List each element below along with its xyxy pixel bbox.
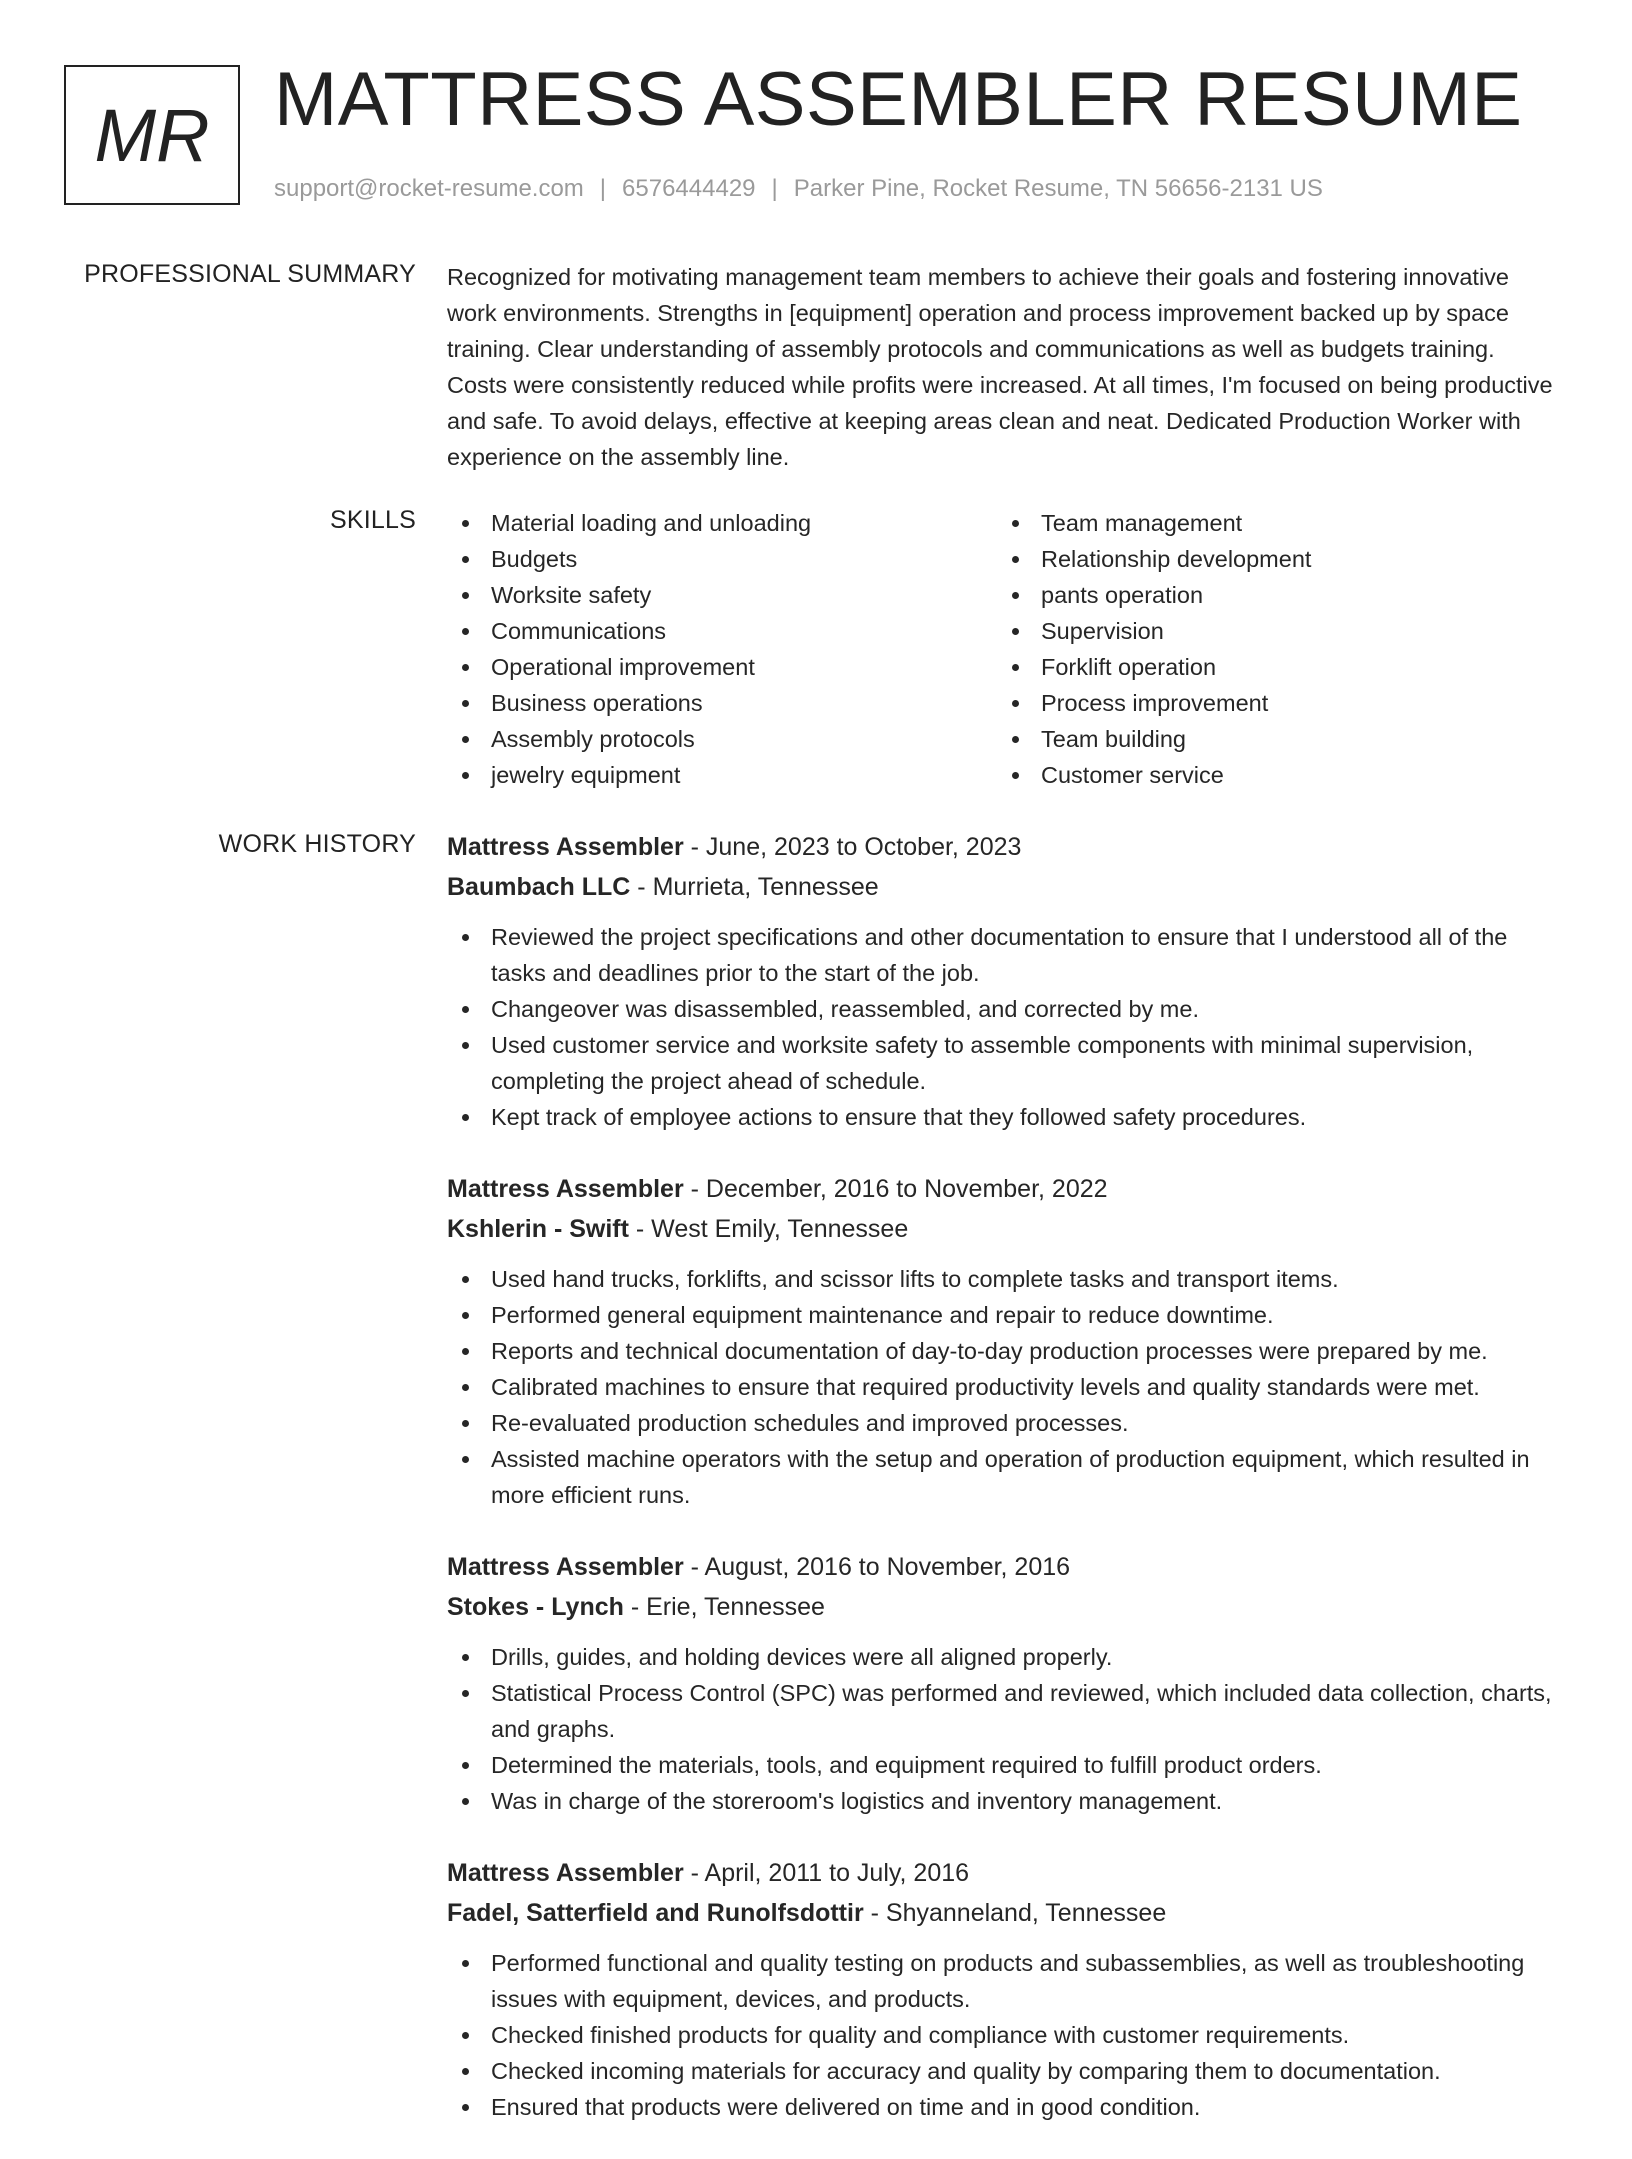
job-title-line <box>447 827 1557 867</box>
job-title-line <box>447 1853 1557 1893</box>
job-company-line <box>447 867 1557 907</box>
summary-text: Recognized for motivating management team members to achieve their goals and fostering innovative work environments. Strengths in [equipment] operation and process improvement backed up by space training. Clear understanding of assembly protocols and communications as well as budgets training. Costs were consistently reduced while profits were increased. At all times, I'm focused on being productive and safe. To avoid delays, effective at keeping areas clean and neat. Dedicated Production Worker with experience on the assembly line. <box>447 264 1553 470</box>
job-company: Stokes - Lynch <box>447 1593 624 1621</box>
skill-item: Team building <box>997 721 1547 757</box>
contact-address: Parker Pine, Rocket Resume, TN 56656-2131 US <box>793 175 1323 202</box>
job-bullets <box>447 1639 1557 1819</box>
skill-item: Operational improvement <box>447 649 997 685</box>
job-location: - Shyanneland, Tennessee <box>863 1899 1167 1927</box>
work-history-heading: WORK HISTORY <box>218 830 416 858</box>
job-bullet-item: Calibrated machines to ensure that required productivity levels and quality standards were met. <box>447 1369 1557 1405</box>
job-dates: - August, 2016 to November, 2016 <box>683 1553 1071 1581</box>
contact-separator: | <box>771 175 778 202</box>
skill-item: Worksite safety <box>447 577 997 613</box>
job-location: - Murrieta, Tennessee <box>630 873 879 901</box>
summary-heading: PROFESSIONAL SUMMARY <box>84 260 416 288</box>
job-bullet-item: Ensured that products were delivered on time and in good condition. <box>447 2089 1557 2125</box>
job-location: - Erie, Tennessee <box>623 1593 825 1621</box>
skill-item: Material loading and unloading <box>447 505 997 541</box>
job-bullet-item: Used customer service and worksite safety to assemble components with minimal supervision, completing the project ahead of schedule. <box>447 1027 1557 1099</box>
job-bullet-item: Performed functional and quality testing on products and subassemblies, as well as troubleshooting issues with equipment, devices, and products. <box>447 1945 1557 2017</box>
job-title: Mattress Assembler <box>447 1553 684 1581</box>
job-bullet-item: Statistical Process Control (SPC) was performed and reviewed, which included data collection, charts, and graphs. <box>447 1675 1557 1747</box>
skill-item: Assembly protocols <box>447 721 997 757</box>
job-entry <box>447 827 1557 1135</box>
job-bullets <box>447 1261 1557 1513</box>
skill-item: Budgets <box>447 541 997 577</box>
skill-item: jewelry equipment <box>447 757 997 793</box>
job-entry <box>447 1853 1557 2125</box>
job-company: Kshlerin - Swift <box>447 1215 629 1243</box>
contact-info <box>274 175 1323 203</box>
job-bullet-item: Checked incoming materials for accuracy and quality by comparing them to documentation. <box>447 2053 1557 2089</box>
job-bullet-item: Changeover was disassembled, reassembled, and corrected by me. <box>447 991 1557 1027</box>
summary-body <box>447 259 1557 475</box>
job-bullet-item: Assisted machine operators with the setup and operation of production equipment, which resulted in more efficient runs. <box>447 1441 1557 1513</box>
job-location: - West Emily, Tennessee <box>628 1215 909 1243</box>
job-bullet-item: Used hand trucks, forklifts, and scissor lifts to complete tasks and transport items. <box>447 1261 1557 1297</box>
resume-title: MATTRESS ASSEMBLER RESUME <box>274 57 1523 142</box>
job-company-line <box>447 1893 1557 1933</box>
skill-item: pants operation <box>997 577 1547 613</box>
job-company: Fadel, Satterfield and Runolfsdottir <box>447 1899 864 1927</box>
work-history-body <box>447 827 1557 2159</box>
job-title: Mattress Assembler <box>447 1175 684 1203</box>
job-company-line <box>447 1209 1557 1249</box>
contact-email[interactable]: support@rocket-resume.com <box>274 175 584 202</box>
job-bullet-item: Re-evaluated production schedules and improved processes. <box>447 1405 1557 1441</box>
job-bullet-item: Drills, guides, and holding devices were all aligned properly. <box>447 1639 1557 1675</box>
monogram-logo <box>64 65 240 205</box>
job-entry <box>447 1169 1557 1513</box>
job-entry <box>447 1547 1557 1819</box>
skill-item: Relationship development <box>997 541 1547 577</box>
skills-heading: SKILLS <box>330 506 416 534</box>
job-bullets <box>447 919 1557 1135</box>
job-title-line <box>447 1169 1557 1209</box>
job-title: Mattress Assembler <box>447 833 684 861</box>
job-bullet-item: Reports and technical documentation of day-to-day production processes were prepared by me. <box>447 1333 1557 1369</box>
job-title-line <box>447 1547 1557 1587</box>
monogram-text: MR <box>94 93 210 177</box>
job-bullet-item: Performed general equipment maintenance and repair to reduce downtime. <box>447 1297 1557 1333</box>
job-dates: - December, 2016 to November, 2022 <box>683 1175 1108 1203</box>
skill-item: Team management <box>997 505 1547 541</box>
job-bullet-item: Was in charge of the storeroom's logistics and inventory management. <box>447 1783 1557 1819</box>
job-bullet-item: Reviewed the project specifications and other documentation to ensure that I understood all of the tasks and deadlines prior to the start of the job. <box>447 919 1557 991</box>
skills-list-left <box>447 505 997 793</box>
contact-separator: | <box>599 175 607 202</box>
job-bullet-item: Determined the materials, tools, and equipment required to fulfill product orders. <box>447 1747 1557 1783</box>
job-bullet-item: Checked finished products for quality and compliance with customer requirements. <box>447 2017 1557 2053</box>
job-title: Mattress Assembler <box>447 1859 684 1887</box>
job-bullet-item: Kept track of employee actions to ensure that they followed safety procedures. <box>447 1099 1557 1135</box>
skill-item: Customer service <box>997 757 1547 793</box>
skills-columns <box>447 505 1557 793</box>
skill-item: Business operations <box>447 685 997 721</box>
skill-item: Process improvement <box>997 685 1547 721</box>
skill-item: Forklift operation <box>997 649 1547 685</box>
contact-phone[interactable]: 6576444429 <box>622 175 756 202</box>
skills-list-right <box>997 505 1547 793</box>
job-bullets <box>447 1945 1557 2125</box>
skills-body <box>447 505 1557 793</box>
skill-item: Communications <box>447 613 997 649</box>
job-company: Baumbach LLC <box>447 873 631 901</box>
skill-item: Supervision <box>997 613 1547 649</box>
job-dates: - June, 2023 to October, 2023 <box>683 833 1022 861</box>
job-dates: - April, 2011 to July, 2016 <box>683 1859 970 1887</box>
job-company-line <box>447 1587 1557 1627</box>
